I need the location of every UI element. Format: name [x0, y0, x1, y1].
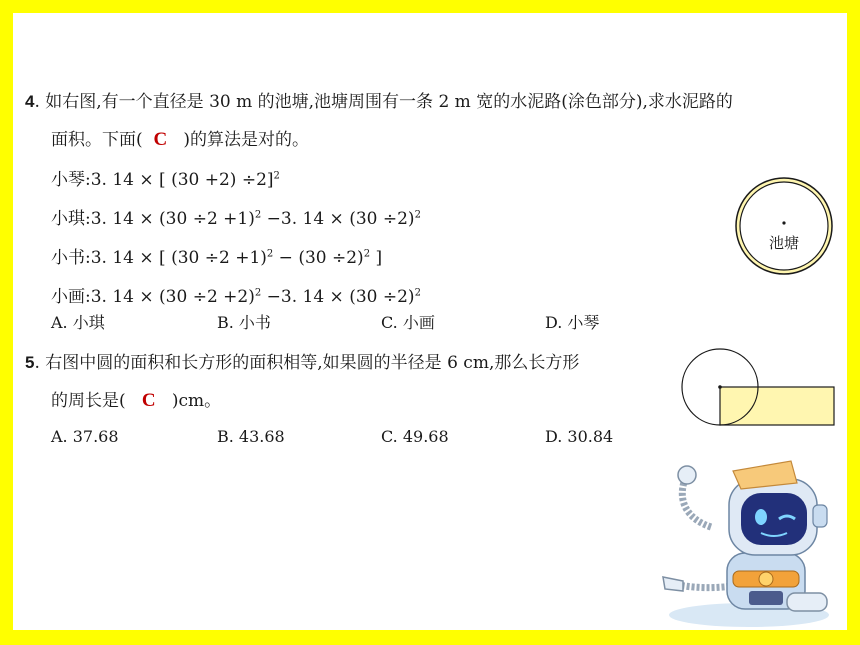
formula-2-expr-1: :3. 14 × (30 ÷2 +1) [85, 209, 255, 229]
rectangle-shape [720, 387, 834, 425]
q5-option-d: D. 30.84 [545, 427, 614, 446]
robot-ear [813, 505, 827, 527]
robot-foot [787, 593, 827, 611]
q4-option-d: D. 小琴 [545, 313, 600, 332]
pond-label: 池塘 [768, 234, 800, 252]
circle-rectangle-figure [679, 346, 839, 431]
q4-line-1 [25, 90, 733, 114]
robot-mascot [649, 449, 841, 627]
formula-3-end: ] [370, 248, 383, 268]
formula-3-name: 小书 [51, 248, 85, 268]
q4-text-2a: 面积。下面( [51, 130, 143, 150]
q4-formula-1 [51, 168, 280, 192]
formula-4-expr-2: −3. 14 × (30 ÷2) [261, 287, 415, 307]
robot-belt-buckle [759, 572, 773, 586]
q5-text-2b: )cm。 [171, 391, 222, 411]
formula-4-name: 小画 [51, 287, 85, 307]
formula-1-sup: 2 [273, 170, 280, 182]
q5-answer: C [141, 390, 156, 411]
q4-formula-2 [51, 207, 421, 231]
robot-face-screen [741, 493, 807, 545]
q4-line-2 [51, 128, 309, 152]
formula-3-sup-2: 2 [363, 248, 371, 260]
worksheet-page [13, 13, 847, 630]
formula-4-sup-1: 2 [254, 287, 262, 299]
q4-number: 4 [25, 92, 35, 111]
formula-2-sup-2: 2 [414, 209, 421, 221]
formula-1-expr: :3. 14 × [ (30 +2) ÷2] [85, 170, 274, 190]
q5-option-b: B. 43.68 [217, 427, 285, 446]
circle-center-dot [718, 385, 722, 389]
q4-formula-3 [51, 246, 382, 270]
q4-option-a: A. 小琪 [51, 313, 105, 332]
q5-option-a: A. 37.68 [51, 427, 119, 446]
q4-option-c: C. 小画 [381, 313, 435, 332]
robot-left-hand [678, 466, 696, 484]
q5-option-c: C. 49.68 [381, 427, 449, 446]
formula-4-expr-1: :3. 14 × (30 ÷2 +2) [85, 287, 255, 307]
formula-3-expr-2: − (30 ÷2) [273, 248, 364, 268]
q4-formula-4 [51, 285, 421, 309]
q5-text-2a: 的周长是( [51, 391, 126, 411]
formula-2-sup-1: 2 [254, 209, 262, 221]
formula-3-expr-1: :3. 14 × [ (30 ÷2 +1) [85, 248, 267, 268]
formula-4-sup-2: 2 [414, 287, 421, 299]
q5-text-1: . 右图中圆的面积和长方形的面积相等,如果圆的半径是 6 cm,那么长方形 [34, 353, 580, 373]
q5-number: 5 [25, 353, 35, 372]
pond-figure [731, 173, 837, 279]
formula-3-sup-1: 2 [266, 248, 274, 260]
formula-2-name: 小琪 [51, 209, 85, 229]
q4-text-2b: )的算法是对的。 [183, 130, 310, 150]
robot-left-arm [682, 479, 711, 527]
q5-line-2 [51, 389, 221, 413]
q5-line-1 [25, 351, 579, 375]
robot-left-eye [755, 509, 767, 525]
robot-chest-panel [749, 591, 783, 605]
q4-answer: C [153, 129, 168, 150]
pond-circle [740, 182, 828, 270]
q4-option-b: B. 小书 [217, 313, 271, 332]
formula-1-name: 小琴 [51, 170, 85, 190]
robot-pointing-hand [663, 577, 683, 591]
formula-2-expr-2: −3. 14 × (30 ÷2) [261, 209, 415, 229]
q4-text-1: . 如右图,有一个直径是 30 m 的池塘,池塘周围有一条 2 m 宽的水泥路(涂色部分),求水泥路的 [34, 92, 733, 112]
pond-center-dot [782, 221, 785, 224]
